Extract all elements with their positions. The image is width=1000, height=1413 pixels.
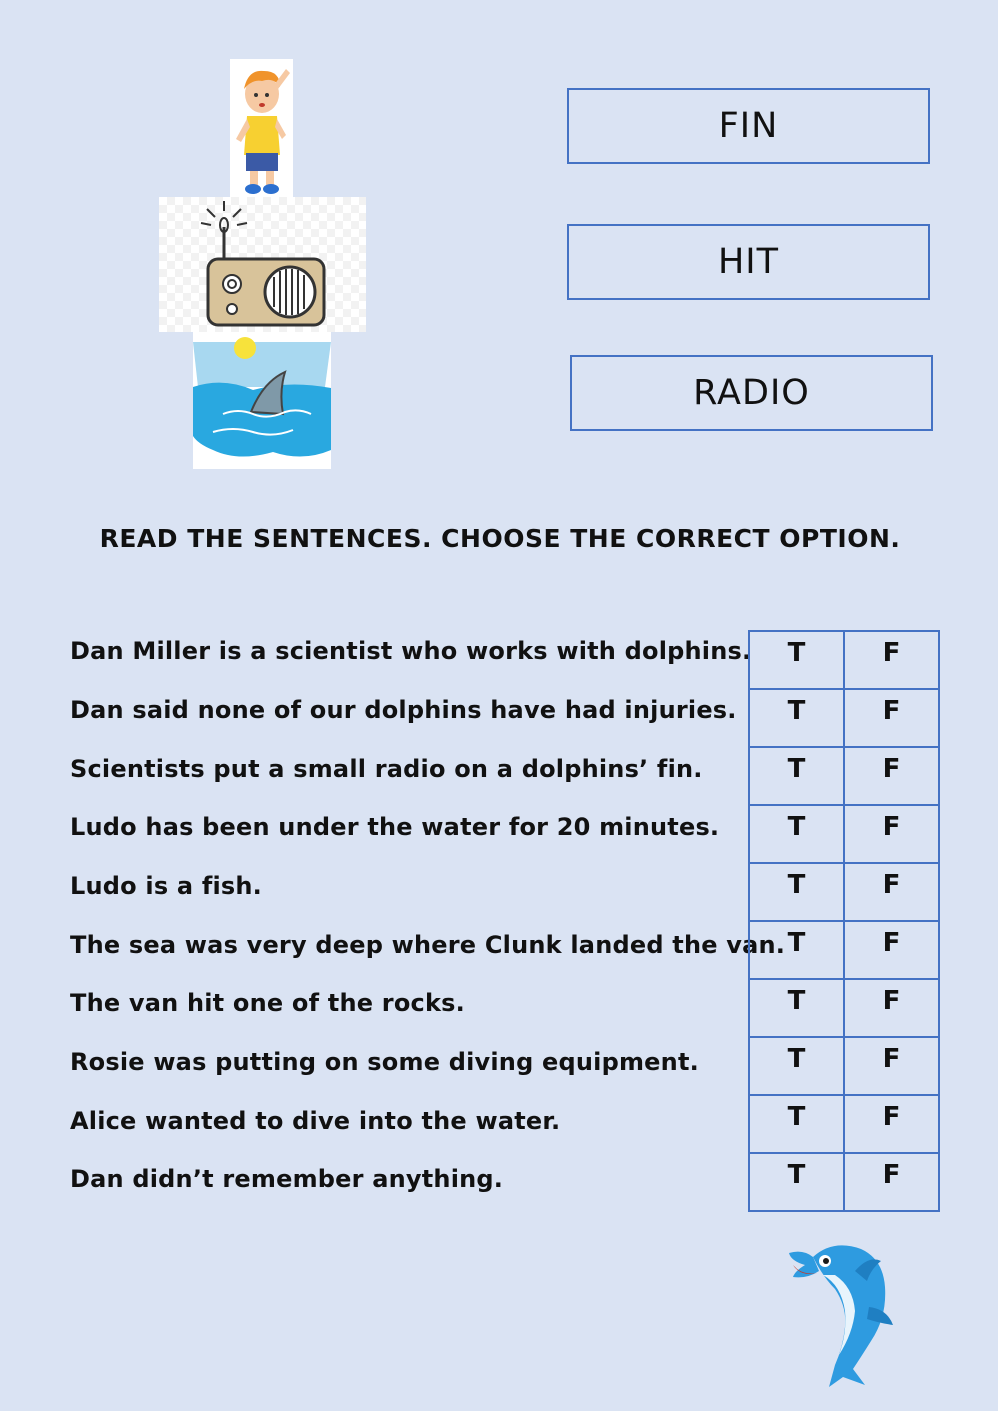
true-option[interactable]: T bbox=[749, 921, 844, 979]
sentence-9: Alice wanted to dive into the water. bbox=[70, 1107, 561, 1135]
true-option[interactable]: T bbox=[749, 979, 844, 1037]
sentence-7: The van hit one of the rocks. bbox=[70, 989, 465, 1017]
false-option[interactable]: F bbox=[844, 805, 939, 863]
false-option[interactable]: F bbox=[844, 747, 939, 805]
table-row bbox=[749, 1037, 939, 1095]
true-option[interactable]: T bbox=[749, 1037, 844, 1095]
table-row bbox=[749, 747, 939, 805]
word-label: RADIO bbox=[693, 373, 810, 413]
word-label: HIT bbox=[717, 242, 780, 282]
false-option[interactable]: F bbox=[844, 1153, 939, 1211]
true-option[interactable]: T bbox=[749, 805, 844, 863]
sentence-6: The sea was very deep where Clunk landed the van. bbox=[70, 931, 786, 959]
true-option[interactable]: T bbox=[749, 689, 844, 747]
table-row bbox=[749, 805, 939, 863]
sentence-10: Dan didn’t remember anything. bbox=[70, 1165, 504, 1193]
dolphin-picture bbox=[783, 1237, 898, 1390]
false-option[interactable]: F bbox=[844, 921, 939, 979]
true-option[interactable]: T bbox=[749, 1095, 844, 1153]
false-option[interactable]: F bbox=[844, 979, 939, 1037]
true-false-table bbox=[748, 630, 940, 1212]
word-box-fin[interactable] bbox=[567, 88, 930, 164]
false-option[interactable]: F bbox=[844, 1095, 939, 1153]
radio-picture bbox=[159, 197, 366, 332]
sentence-5: Ludo is a fish. bbox=[70, 872, 262, 900]
false-option[interactable]: F bbox=[844, 1037, 939, 1095]
sentence-4: Ludo has been under the water for 20 minutes. bbox=[70, 813, 720, 841]
sentence-2: Dan said none of our dolphins have had injuries. bbox=[70, 696, 737, 724]
sentence-1: Dan Miller is a scientist who works with dolphins. bbox=[70, 637, 752, 665]
word-box-radio[interactable] bbox=[570, 355, 933, 431]
table-row bbox=[749, 921, 939, 979]
table-row bbox=[749, 863, 939, 921]
true-option[interactable]: T bbox=[749, 747, 844, 805]
shark-fin-picture bbox=[193, 332, 331, 469]
boy-hit-head-picture bbox=[230, 59, 293, 197]
table-row bbox=[749, 631, 939, 689]
true-option[interactable]: T bbox=[749, 631, 844, 689]
sentence-3: Scientists put a small radio on a dolphins’ fin. bbox=[70, 755, 703, 783]
table-row bbox=[749, 1153, 939, 1211]
false-option[interactable]: F bbox=[844, 631, 939, 689]
table-row bbox=[749, 689, 939, 747]
table-row bbox=[749, 979, 939, 1037]
instruction-heading: READ THE SENTENCES. CHOOSE THE CORRECT OPTION. bbox=[99, 524, 901, 553]
word-box-hit[interactable] bbox=[567, 224, 930, 300]
false-option[interactable]: F bbox=[844, 689, 939, 747]
sentence-8: Rosie was putting on some diving equipment. bbox=[70, 1048, 699, 1076]
false-option[interactable]: F bbox=[844, 863, 939, 921]
true-option[interactable]: T bbox=[749, 1153, 844, 1211]
true-option[interactable]: T bbox=[749, 863, 844, 921]
table-row bbox=[749, 1095, 939, 1153]
word-label: FIN bbox=[718, 106, 779, 146]
